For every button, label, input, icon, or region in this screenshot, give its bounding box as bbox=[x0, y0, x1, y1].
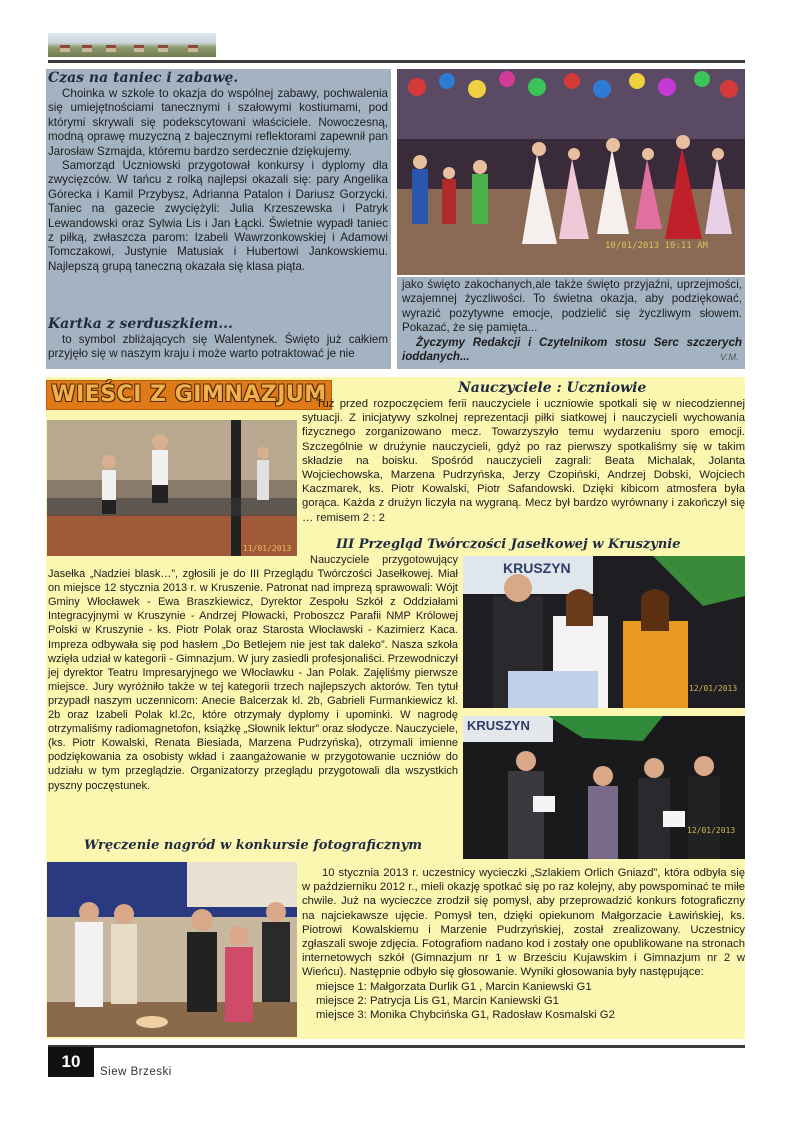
publication-name: Siew Brzeski bbox=[100, 1066, 172, 1078]
valentine-wish: Życzymy Redakcji i Czytelnikom stosu Serc szczerych ioddanych... bbox=[402, 335, 742, 363]
result-item: miejsce 1: Małgorzata Durlik G1 , Marcin Kaniewski G1 bbox=[316, 980, 592, 993]
valentine-paragraph: jako święto zakochanych,ale także święto przyjaźni, uprzejmości, wzajemnej życzliwości. To świetna okazja, aby podziękować, wyrazić pozytywne emocje, podzielić się życzliwym słowem. Pokazać, że się pamięta... bbox=[402, 278, 742, 335]
school-party-photo bbox=[397, 69, 745, 275]
award2-photo-date: 12/01/2013 bbox=[687, 826, 736, 835]
footer-rule bbox=[48, 1045, 745, 1048]
dance-paragraph-1: Choinka w szkole to okazja do wspólnej zabawy, pochwalenia się umiejętnościami tanecznymi i szałowymi kostiumami, pod którymi skrywali się podekscytowani właściciele. Nowoczesną, modną oprawę muzyczną z bajecznymi reflektorami zapewnił pan Jarosław Szmajda, któremu bardzo serdecznie dziękujemy. bbox=[48, 87, 388, 158]
valentine-continuation bbox=[402, 278, 742, 364]
header-village-photo bbox=[48, 33, 216, 57]
award-ceremony-photo-1 bbox=[463, 556, 745, 708]
teachers-paragraph: Tuż przed rozpoczęciem ferii nauczyciele i uczniowie spotkali się w niecodziennej sytuacji. Z inicjatywy szkolnej reprezentacji piłki siatkowej i nauczycieli wychowania fizycznego zorganizowano mecz. Towarzyszyło temu wydarzeniu sporo emocji. Szczególnie w drużynie nauczycieli, gdyż po raz pierwszy spotkaliśmy się w takim składzie na boisku. Spośród nauczycieli zagrali: Beata Michalak, Jolanta Wojciechowska, Marzena Pudrzyńska, Jerzy Czopiński, Andrzej Dobski, Wojciech Kaczmarek, ks. Piotr Kowalski, Piotr Safandowski. Dzięki kibicom atmosfera była gorąca. Każda z drużyn liczyła na wygraną. Mecz był bardzo wyrównany i zakończył się … remisem 2 : 2 bbox=[302, 398, 745, 524]
volleyball-photo bbox=[47, 420, 297, 556]
jaselka-paragraph: Nauczyciele przygotowujący Jasełka „Nadziei blask…”, zgłosili je do III Przeglądu Twórczości Jasełkowej. Miał on miejsce 12 stycznia 2013 r. w Kruszenie. Patronat nad imprezą sprawowali: Wójt Gminy Włocławek - Ewa Braszkiewicz, Dyrektor Zespołu Szkół z Oddziałami Integracyjnymi w Kruszynie - Andrzej Płowacki, Proboszcz Parafii NMP Królowej Polski w Kruszynie - ks. Piotr Polak oraz Starosta Włocławski - Kazimierz Kaca. Impreza odbywała się pod hasłem „Do Betlejem nie jest tak daleko”. Nasza szkoła wzięła udział w kategorii - Gimnazjum. W jury zasiedli profesjonaliści. Przewodniczył jej dyrektor Teatru Impresaryjnego we Włocławku - Jan Polak. Zajęliśmy pierwsze miejsce. Jury wyróżniło także w tej kategorii trzech najlepszych aktorów. Ten tytuł przypadł naszym uczennicom: Anecie Balcerzak kl. 2b, Gabrieli Furmankiewicz kl. 2b oraz Izabeli Polak kl.2c, które otrzymały dyplomy i upominki. W nagrodę otrzymaliśmy radiomagnetofon, książkę „Słownik lektur” oraz słodycze. Nauczyciele, (ks. Piotr Kowalski, Renata Biesiada, Marzena Pudrzyńska), otrzymali imienne podziękowania za osobisty wkład i zaangażowanie w przygotowanie uczniów do udziału w tym przeglądzie. Organizatorzy przeglądu przygotowali dla wszystkich pyszny poczęstunek. bbox=[48, 554, 458, 792]
card-article bbox=[48, 333, 388, 362]
award-ceremony-illustration-2 bbox=[463, 716, 745, 859]
photo-contest-photo bbox=[47, 862, 297, 1037]
photo-contest-title: Wręczenie nagród w konkursie fotograficznym bbox=[84, 838, 423, 853]
dance-title: Czas na taniec i zabawę. bbox=[48, 70, 239, 86]
teachers-article bbox=[302, 397, 745, 525]
dance-article bbox=[48, 87, 388, 274]
award1-photo-date: 12/01/2013 bbox=[689, 684, 738, 693]
valentine-signature: V.M. bbox=[720, 352, 739, 363]
jaselka-article bbox=[48, 553, 458, 793]
photo-contest-article bbox=[302, 866, 745, 1022]
photo-contest-illustration bbox=[47, 862, 297, 1037]
volleyball-illustration bbox=[47, 420, 297, 556]
result-item: miejsce 3: Monika Chybcińska G1, Radosław Kosmalski G2 bbox=[316, 1009, 615, 1022]
party-photo-date: 10/01/2013 10:11 AM bbox=[605, 241, 708, 251]
award1-kruszyn-sign: KRUSZYN bbox=[503, 560, 571, 576]
dance-paragraph-2: Samorząd Uczniowski przygotował konkursy i dyplomy dla zwycięzców. W tańcu z rolką najlepsi okazali się: pary Angelika Górecka i Kamil Przybysz, Adrianna Patalon i Dariusz Gorzycki. Taniec na gazecie zwyciężyli: Julia Krzeszewska i Patryk Lewandowski oraz Sylwia Lis i Jan Łącki. Świetnie wypadł taniec z piłką, zwłaszcza parom: Izabeli Wawrzonkowskiej i Adamowi Tomczakowi, Justynie Matusiak i Hubertowi Jankowskiemu. Najlepszą grupą taneczną okazała się klasa piąta. bbox=[48, 159, 388, 273]
volleyball-photo-date: 11/01/2013 bbox=[243, 544, 292, 553]
card-title: Kartka z serduszkiem... bbox=[48, 316, 233, 332]
award-ceremony-photo-2 bbox=[463, 716, 745, 859]
teachers-title: Nauczyciele : Uczniowie bbox=[458, 380, 647, 396]
jaselka-title: III Przegląd Twórczości Jasełkowej w Kruszynie bbox=[336, 537, 681, 552]
award2-kruszyn-sign: KRUSZYN bbox=[467, 718, 530, 733]
page-number: 10 bbox=[48, 1047, 94, 1077]
photo-contest-paragraph: 10 stycznia 2013 r. uczestnicy wycieczki „Szlakiem Orlich Gniazd”, która odbyła się w październiku 2012 r., mieli okazję spotkać się po raz kolejny, aby powspominać te miłe chwile. Już na wycieczce zrodził się pomysł, aby przeprowadzić konkurs fotograficzny na najciekawsze ujęcie. Pomysł ten, dzięki opiekunom Małgorzacie Ławińskiej, ks. Piotrowi Kowalskiemu i Marzenie Pudrzyńskiej, został zrealizowany. Uczestnicy zgłaszali swoje zdjęcia. Fotografiom nadano kod i zostały one opublikowane na stronach internetowych szkół (Gimnazjum nr 1 w Brześciu Kujawskim i Gimnazjum nr 2 w Wieńcu). Następnie odbyło się głosowanie. Wyniki głosowania były następujące: bbox=[302, 867, 745, 979]
card-paragraph-1: to symbol zbliżających się Walentynek. Święto już całkiem przyjęło się w naszym kraju i może warto potraktować je nie bbox=[48, 333, 388, 361]
header-rule bbox=[48, 60, 745, 63]
gimnazjum-banner-label: WIEŚCI Z GIMNAZJUM bbox=[51, 382, 327, 407]
result-item: miejsce 2: Patrycja Lis G1, Marcin Kaniewski G1 bbox=[316, 994, 559, 1007]
gimnazjum-banner bbox=[46, 380, 332, 410]
